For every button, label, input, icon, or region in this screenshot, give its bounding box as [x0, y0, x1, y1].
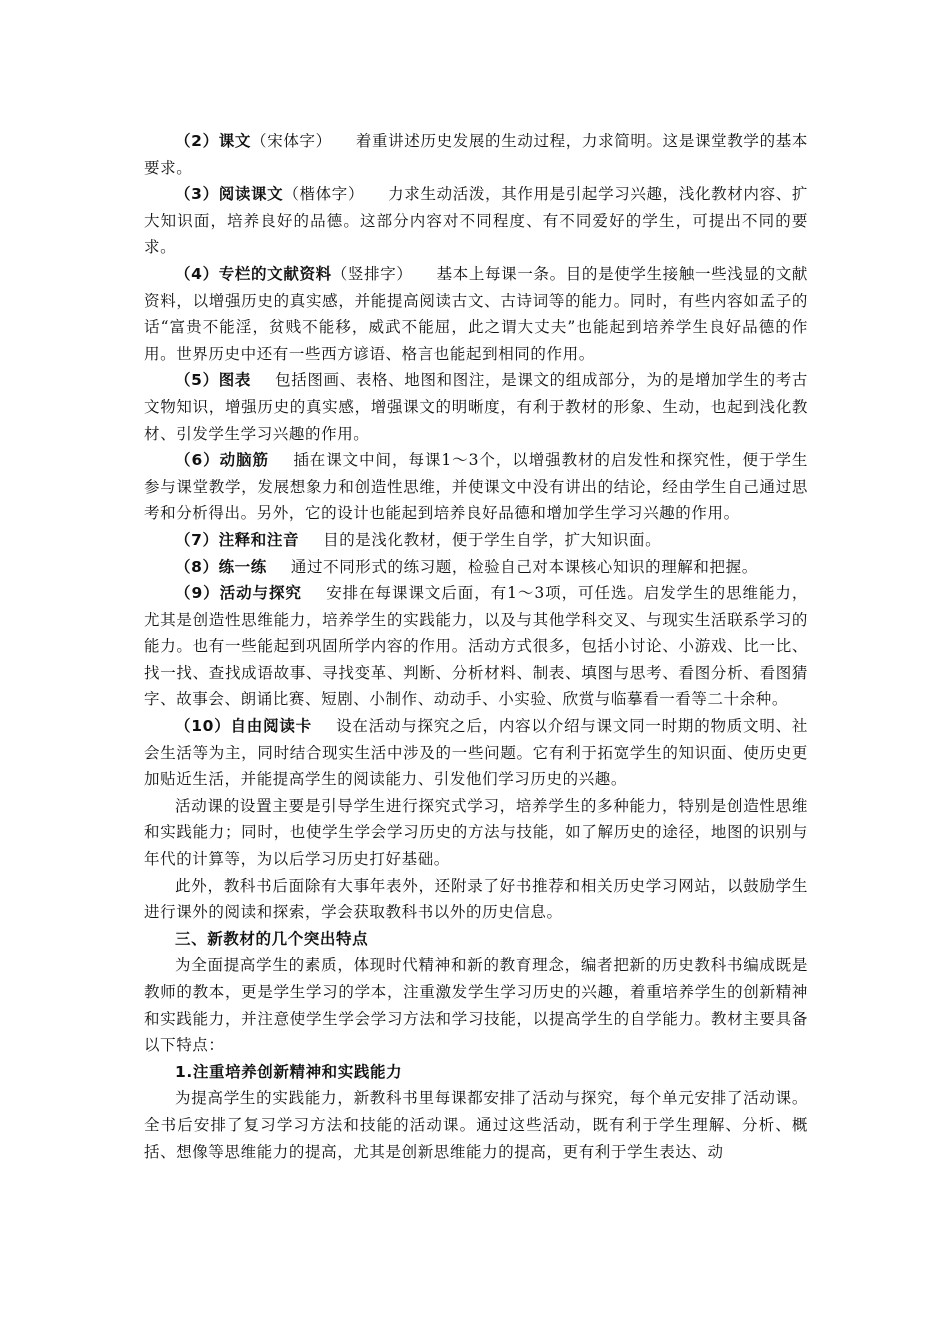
- item-text: 通过不同形式的练习题，检验自己对本课核心知识的理解和把握。: [290, 557, 758, 576]
- item-lead: （5）图表: [175, 371, 252, 390]
- item-paragraph-10: [144, 713, 808, 793]
- item-note: （楷体字）: [283, 185, 365, 204]
- appendix-paragraph: 此外，教科书后面除有大事年表外，还附录了好书推荐和相关历史学习网站，以鼓励学生进行课外的阅读和探索，学会获取教科书以外的历史信息。: [144, 876, 808, 922]
- item-lead: （7）注释和注音: [175, 530, 300, 549]
- item-text: 力求生动活泼，其作用是引起学习兴趣，浅化教材内容、扩大知识面，培养良好的品德。这部分内容对不同程度、有不同爱好的学生，可提出不同的要求。: [144, 185, 808, 257]
- item-paragraph-2: [144, 128, 808, 181]
- item-text: 设在活动与探究之后，内容以介绍与课文同一时期的物质文明、社会生活等为主，同时结合现实生活中涉及的一些问题。它有利于拓宽学生的知识面、使历史更加贴近生活，并能提高学生的阅读能力、引发他们学习历史的兴趣。: [144, 717, 808, 789]
- item-text: 插在课文中间，每课1～3个，以增强教材的启发性和探究性，便于学生参与课堂教学，发展想象力和创造性思维，并使课文中没有讲出的结论，经由学生自己通过思考和分析得出。另外，它的设计也能起到培养良好品德和增加学生学习兴趣的作用。: [144, 451, 808, 523]
- item-text: 安排在每课课文后面，有1～3项，可任选。启发学生的思维能力，尤其是创造性思维能力，培养学生的实践能力，以及与其他学科交叉、与现实生活联系学习的能力。也有一些能起到巩固所学内容的作用。活动方式很多，包括小讨论、小游戏、比一比、找一找、查找成语故事、寻找变革、判断、分析材料、制表、填图与思考、看图分析、看图猜字、故事会、朗诵比赛、短剧、小制作、动动手、小实验、欣赏与临摹看一看等二十余种。: [144, 584, 808, 709]
- item-text: 目的是浅化教材，便于学生自学，扩大知识面。: [323, 530, 662, 549]
- document-page: [144, 128, 808, 1165]
- intro-paragraph: 为全面提高学生的素质，体现时代精神和新的教育理念，编者把新的历史教科书编成既是教师的教本，更是学生学习的学本，注重激发学生学习历史的兴趣，着重培养学生的创新精神和实践能力，并注意使学生学会学习方法和学习技能，以提高学生的自学能力。教材主要具备以下特点：: [144, 956, 808, 1055]
- section-heading: 三、新教材的几个突出特点: [175, 929, 369, 948]
- item-paragraph-4: [144, 261, 808, 367]
- item-note: （竖排字）: [331, 264, 413, 283]
- item-lead: （4）专栏的文献资料: [175, 264, 332, 283]
- activity-paragraph: 活动课的设置主要是引导学生进行探究式学习，培养学生的多种能力，特别是创造性思维和实践能力；同时，也使学生学会学习历史的方法与技能，如了解历史的途径，地图的识别与年代的计算等，为以后学习历史打好基础。: [144, 796, 808, 869]
- item-lead: （8）练一练: [175, 557, 267, 576]
- item-paragraph-3: [144, 181, 808, 261]
- subsection-heading: 1.注重培养创新精神和实践能力: [175, 1062, 403, 1081]
- item-paragraph-9: [144, 580, 808, 713]
- item-text: 着重讲述历史发展的生动过程，力求简明。这是课堂教学的基本要求。: [144, 132, 808, 177]
- item-paragraph-5: [144, 367, 808, 447]
- item-paragraph-8: [144, 554, 808, 581]
- item-lead: （9）活动与探究: [175, 584, 302, 603]
- item-paragraph-7: [144, 527, 808, 554]
- body-paragraph-last: 为提高学生的实践能力，新教科书里每课都安排了活动与探究，每个单元安排了活动课。全书后安排了复习学习方法和技能的活动课。通过这些活动，既有利于学生理解、分析、概括、想像等思维能力的提高，尤其是创新思维能力的提高，更有利于学生表达、动: [144, 1089, 808, 1161]
- item-paragraph-6: [144, 447, 808, 527]
- item-lead: （2）课文: [175, 132, 252, 150]
- item-note: （宋体字）: [251, 132, 332, 150]
- item-lead: （6）动脑筋: [175, 451, 269, 470]
- item-text: 基本上每课一条。目的是使学生接触一些浅显的文献资料，以增强历史的真实感，并能提高阅读古文、古诗词等的能力。同时，有些内容如孟子的话“富贵不能淫，贫贱不能移，威武不能屈，此之谓大丈夫”也能起到培养学生良好品德的作用。世界历史中还有一些西方谚语、格言也能起到相同的作用。: [144, 264, 808, 363]
- item-lead: （3）阅读课文: [175, 185, 284, 204]
- item-text: 包括图画、表格、地图和图注，是课文的组成部分，为的是增加学生的考古文物知识，增强历史的真实感，增强课文的明晰度，有利于教材的形象、生动，也起到浅化教材、引发学生学习兴趣的作用。: [144, 371, 808, 443]
- item-lead: （10）自由阅读卡: [175, 717, 312, 736]
